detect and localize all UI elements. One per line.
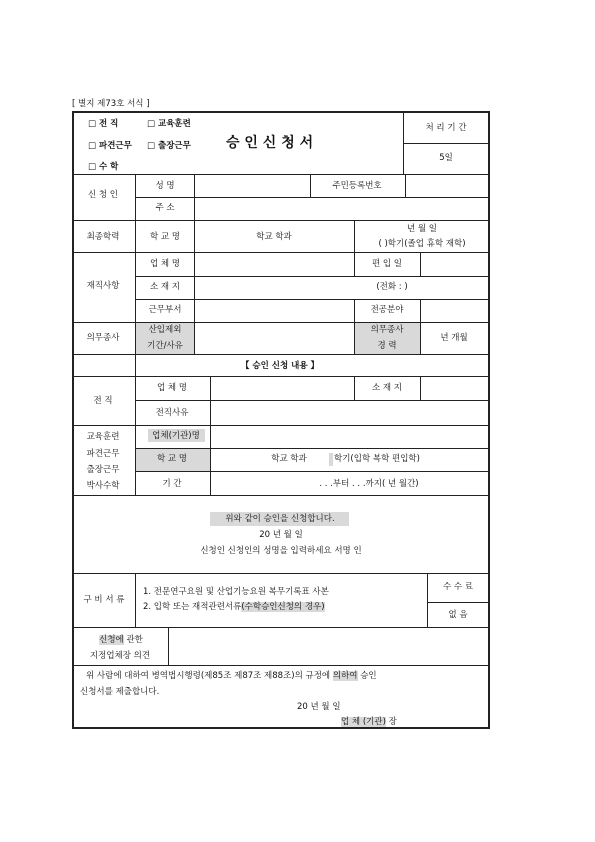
- training-school-value-b: 학기(입학 복학 편입학): [334, 454, 420, 464]
- divider: [135, 471, 489, 472]
- applicant-label: 신 청 인: [87, 190, 119, 200]
- transfer-company-field[interactable]: [212, 378, 352, 398]
- rrn-label: 주민등록번호: [332, 181, 382, 191]
- fee-label: 수 수 료: [442, 582, 474, 592]
- divider: [310, 174, 311, 197]
- divider: [135, 299, 489, 300]
- divider: [420, 299, 421, 322]
- education-label: 최종학력: [86, 232, 120, 242]
- divider: [72, 425, 490, 426]
- training-school-value-a: 학교 학과: [271, 454, 307, 464]
- training-school-label: 학 교 명: [156, 454, 188, 464]
- training-period-label: 기 간: [162, 479, 182, 489]
- divider: [135, 376, 136, 495]
- name-label: 성 명: [155, 181, 175, 191]
- divider: [135, 400, 489, 401]
- divider: [427, 573, 428, 627]
- section-title: 【 승인 신청 내용 】: [240, 361, 320, 371]
- divider: [135, 448, 489, 449]
- training-label-4: 박사수학: [86, 481, 120, 491]
- footer-text-2: 신청서를 제출합니다.: [80, 687, 160, 697]
- name-field[interactable]: [196, 176, 308, 196]
- location-label: 소 재 지: [149, 282, 181, 292]
- divider: [168, 627, 169, 665]
- duty-career-value: 년 개월: [440, 333, 468, 343]
- training-school-marker: [329, 453, 333, 466]
- training-period-value: . . .부터 . . .까지( 년 월간): [319, 479, 419, 489]
- divider: [135, 276, 489, 277]
- divider: [405, 174, 406, 197]
- option-study[interactable]: □ 수 학: [88, 162, 119, 172]
- footer-text-1: 위 사람에 대하여 병역법시행령(제85조 제87조 제88조)의 규정에 의하여 승인: [86, 671, 377, 681]
- divider: [135, 573, 136, 627]
- declaration-line-1: 위와 같이 승인을 신청합니다.: [225, 514, 335, 524]
- documents-label: 구 비 서 류: [83, 595, 125, 605]
- document-item-2: 2. 입학 또는 재적관련서류(수학승인신청의 경우): [143, 602, 325, 612]
- option-training[interactable]: □ 교육훈련: [147, 119, 191, 129]
- phone-field[interactable]: (전화 : ): [376, 282, 408, 292]
- divider: [403, 143, 489, 144]
- address-field[interactable]: [196, 199, 487, 218]
- duty-reason-label-2: 기간/사유: [147, 341, 183, 351]
- training-label-1: 교육훈련: [86, 432, 120, 442]
- address-label: 주 소: [155, 203, 175, 213]
- divider: [72, 322, 490, 323]
- option-business-trip[interactable]: □ 출장근무: [147, 141, 191, 151]
- training-org-label: 업체(기관)명: [152, 431, 200, 441]
- join-date-label: 편 입 일: [371, 259, 403, 269]
- divider: [135, 197, 489, 198]
- transfer-company-label: 업 체 명: [156, 383, 188, 393]
- divider: [194, 174, 195, 354]
- specialty-label: 전공분야: [370, 305, 404, 315]
- footer-date: 20 년 월 일: [297, 702, 341, 712]
- divider: [72, 354, 490, 355]
- divider: [420, 376, 421, 400]
- divider: [354, 299, 355, 322]
- transfer-location-label: 소 재 지: [371, 383, 403, 393]
- divider: [72, 252, 490, 253]
- divider: [354, 220, 355, 252]
- form-title: 승 인 신 청 서: [226, 135, 314, 151]
- training-label-3: 출장근무: [86, 465, 120, 475]
- education-date: 년 월 일: [406, 224, 438, 234]
- school-dept: 학교 학과: [256, 232, 292, 242]
- transfer-reason-field[interactable]: [212, 402, 487, 423]
- transfer-reason-label: 전직사유: [155, 408, 189, 418]
- frame-left: [72, 111, 74, 729]
- duty-career-label-2: 경 력: [377, 341, 397, 351]
- department-field[interactable]: [196, 301, 352, 320]
- frame-top: [72, 111, 490, 113]
- divider: [210, 376, 211, 495]
- divider: [72, 627, 490, 628]
- employment-label: 재직사항: [86, 281, 120, 291]
- declaration-date: 20 년 월 일: [259, 530, 303, 540]
- processing-label: 처 리 기 간: [425, 123, 467, 133]
- declaration-signature[interactable]: 신청인 신청인의 성명을 입력하세요 서명 인: [200, 546, 362, 556]
- education-status: ( )학기(졸업 휴학 재학): [378, 239, 466, 249]
- option-transfer[interactable]: □ 전 직: [88, 119, 119, 129]
- duty-career-label-1: 의무종사: [370, 325, 404, 335]
- footer-signer[interactable]: 업 체 (기관) 장: [341, 717, 397, 727]
- divider: [354, 376, 355, 400]
- opinion-label-1: 신청에 관한: [99, 635, 143, 645]
- divider: [354, 252, 355, 276]
- divider: [72, 495, 490, 496]
- divider: [420, 252, 421, 276]
- rrn-field[interactable]: [407, 176, 487, 196]
- duty-reason-label-1: 산입제외: [148, 325, 182, 335]
- transfer-label: 전 직: [93, 396, 113, 406]
- company-label: 업 체 명: [149, 259, 181, 269]
- frame-bottom: [72, 727, 490, 729]
- training-org-field[interactable]: [212, 427, 487, 446]
- fee-value: 없 음: [448, 610, 468, 620]
- form-reference: [ 별지 제73호 서식 ]: [72, 99, 150, 109]
- specialty-field[interactable]: [422, 301, 487, 320]
- option-dispatch[interactable]: □ 파견근무: [88, 141, 132, 151]
- divider: [72, 665, 490, 666]
- training-label-2: 파견근무: [86, 449, 120, 459]
- department-label: 근무부서: [148, 305, 182, 315]
- frame-right: [488, 111, 490, 729]
- opinion-field[interactable]: [170, 629, 487, 663]
- divider: [72, 220, 490, 221]
- company-field[interactable]: [196, 254, 352, 274]
- school-label: 학 교 명: [149, 232, 181, 242]
- divider: [420, 322, 421, 354]
- divider: [354, 322, 355, 354]
- opinion-label-2: 지정업체장 의견: [89, 651, 151, 661]
- document-item-1: 1. 전문연구요원 및 산업기능요원 복무기록표 사본: [143, 587, 329, 597]
- transfer-location-field[interactable]: [422, 378, 487, 398]
- join-date-field[interactable]: [422, 254, 487, 274]
- divider: [427, 602, 489, 603]
- duty-label: 의무종사: [86, 333, 120, 343]
- processing-value: 5일: [439, 153, 453, 163]
